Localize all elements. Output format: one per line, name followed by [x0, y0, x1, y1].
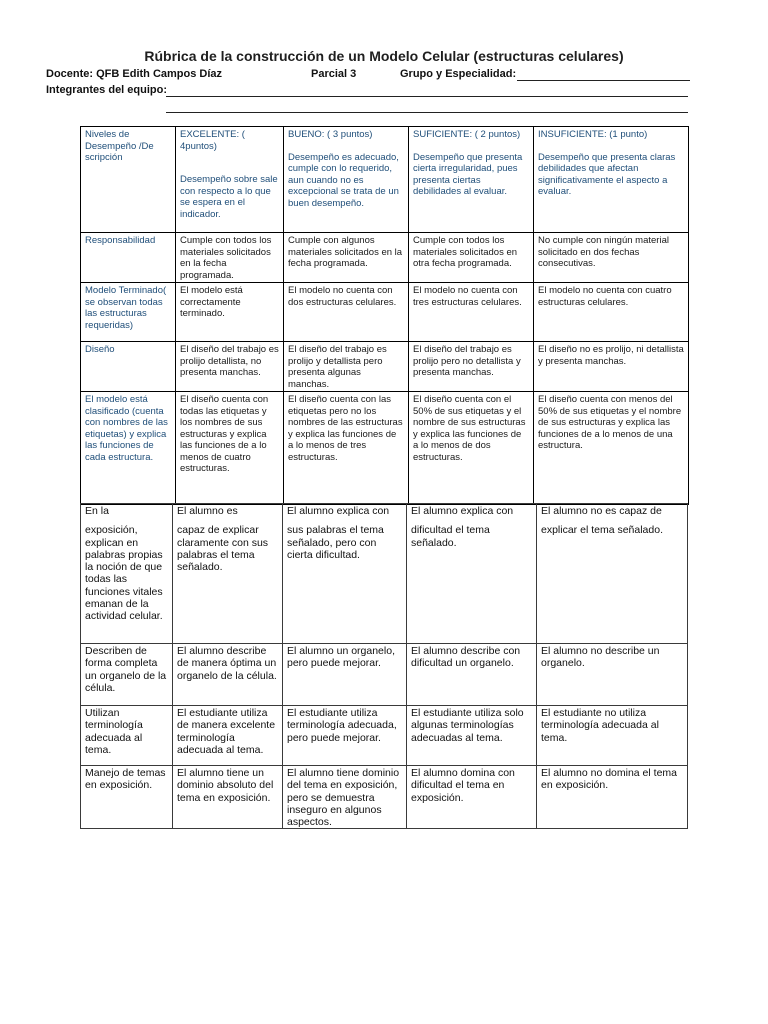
criterion-top-text: En la	[85, 505, 109, 517]
bueno-cell: El diseño del trabajo es prolijo y detallista pero presenta algunas manchas.	[284, 342, 409, 392]
grupo-field-line[interactable]	[517, 80, 690, 81]
integrantes-field-line-2[interactable]	[166, 112, 688, 113]
integrantes-label: Integrantes del equipo:	[46, 84, 168, 96]
suficiente-description: Desempeño que presenta cierta irregularidad, pues presenta ciertas debilidades al evaluar.	[413, 151, 523, 197]
suficiente-cell: El alumno domina con dificultad el tema en exposición.	[407, 766, 537, 829]
criterion-cell: Manejo de temas en exposición.	[81, 766, 173, 829]
excelente-cell: El modelo está correctamente terminado.	[176, 283, 284, 342]
insuficiente-header-cell	[534, 127, 689, 233]
bueno-top-text: El alumno explica con	[287, 505, 390, 517]
suficiente-title: SUFICIENTE: ( 2 puntos)	[413, 129, 521, 140]
insuficiente-title: INSUFICIENTE: (1 punto)	[538, 129, 648, 140]
header-line-1	[46, 68, 222, 80]
suficiente-cell: El diseño del trabajo es prolijo pero no detallista y presenta manchas.	[409, 342, 534, 392]
criterion-text: exposición, explican en palabras propias la noción de que todas las funciones vitales emanan de la actividad celular.	[85, 524, 163, 623]
excelente-cell: El alumno describe de manera óptima un organelo de la célula.	[173, 644, 283, 706]
insuficiente-text: explicar el tema señalado.	[541, 524, 663, 537]
suficiente-cell: El modelo no cuenta con tres estructuras celulares.	[409, 283, 534, 342]
bueno-header-cell	[284, 127, 409, 233]
suficiente-cell: El estudiante utiliza solo algunas terminologías adecuadas al tema.	[407, 706, 537, 766]
table-row	[81, 233, 689, 283]
bueno-text: sus palabras el tema señalado, pero con cierta dificultad.	[287, 524, 384, 561]
suficiente-text: dificultad el tema señalado.	[411, 524, 490, 549]
excelente-title: EXCELENTE: ( 4puntos)	[180, 129, 245, 152]
insuficiente-description: Desempeño que presenta claras debilidades que afectan significativamente el aspecto a evaluar.	[538, 151, 676, 197]
suficiente-cell	[407, 504, 537, 644]
table-row	[81, 706, 688, 766]
criterion-cell: Utilizan terminología adecuada al tema.	[81, 706, 173, 766]
insuficiente-cell: El alumno no describe un organelo.	[537, 644, 688, 706]
insuficiente-cell: El alumno no domina el tema en exposición.	[537, 766, 688, 829]
insuficiente-top-text: El alumno no es capaz de	[541, 505, 662, 517]
suficiente-top-text: El alumno explica con	[411, 505, 514, 517]
insuficiente-cell: El diseño cuenta con menos del 50% de sus etiquetas y el nombre de sus estructuras y explica las funciones de a lo menos de una estructura.	[534, 392, 689, 505]
bueno-cell: El alumno tiene dominio del tema en exposición, pero se demuestra inseguro en algunos aspectos.	[283, 766, 407, 829]
suficiente-header-cell	[409, 127, 534, 233]
criterion-cell	[81, 504, 173, 644]
criterion-cell: Modelo Terminado( se observan todas las estructuras requeridas)	[81, 283, 176, 342]
integrantes-field-line[interactable]	[166, 96, 688, 97]
document-title: Rúbrica de la construcción de un Modelo Celular (estructuras celulares)	[144, 48, 624, 64]
table-row	[81, 644, 688, 706]
excelente-top-text: El alumno es	[177, 505, 238, 517]
insuficiente-cell: El diseño no es prolijo, ni detallista y presenta manchas.	[534, 342, 689, 392]
criterion-cell: Diseño	[81, 342, 176, 392]
suficiente-cell: Cumple con todos los materiales solicitados en otra fecha programada.	[409, 233, 534, 283]
rubric-header-row	[81, 127, 689, 233]
criteria-header-cell: Niveles de Desempeño /De scripción	[81, 127, 176, 233]
insuficiente-cell: El estudiante no utiliza terminología adecuada al tema.	[537, 706, 688, 766]
excelente-cell: El diseño del trabajo es prolijo detallista, no presenta manchas.	[176, 342, 284, 392]
excelente-cell: El alumno tiene un dominio absoluto del tema en exposición.	[173, 766, 283, 829]
rubric-table-2	[80, 503, 688, 829]
criterion-cell: El modelo está clasificado (cuenta con nombres de las etiquetas) y explica las funciones de cada estructura.	[81, 392, 176, 505]
bueno-cell: El modelo no cuenta con dos estructuras celulares.	[284, 283, 409, 342]
suficiente-cell: El alumno describe con dificultad un organelo.	[407, 644, 537, 706]
insuficiente-cell	[537, 504, 688, 644]
criterion-cell: Describen de forma completa un organelo de la célula.	[81, 644, 173, 706]
excelente-cell: El diseño cuenta con todas las etiquetas y los nombres de sus estructuras y explica las funciones de a lo menos de cuatro estructuras.	[176, 392, 284, 505]
excelente-cell: Cumple con todos los materiales solicitados en la fecha programada.	[176, 233, 284, 283]
excelente-header-cell	[176, 127, 284, 233]
insuficiente-cell: El modelo no cuenta con cuatro estructuras celulares.	[534, 283, 689, 342]
bueno-cell	[283, 504, 407, 644]
rubric-table-1	[80, 126, 689, 505]
bueno-cell: El diseño cuenta con las etiquetas pero no los nombres de las estructuras y explica las funciones de a lo menos de tres estructuras.	[284, 392, 409, 505]
criterion-cell: Responsabilidad	[81, 233, 176, 283]
excelente-description: Desempeño sobre sale con respecto a lo que se espera en el indicador.	[180, 174, 278, 220]
table-row	[81, 504, 688, 644]
suficiente-cell: El diseño cuenta con el 50% de sus etiquetas y el nombre de sus estructuras y explica las funciones de a lo menos de dos estructuras.	[409, 392, 534, 505]
grupo-label: Grupo y Especialidad:	[400, 68, 517, 80]
insuficiente-cell: No cumple con ningún material solicitado en dos fechas consecutivas.	[534, 233, 689, 283]
bueno-cell: Cumple con algunos materiales solicitados en la fecha programada.	[284, 233, 409, 283]
excelente-cell	[173, 504, 283, 644]
docente-label: Docente: QFB Edith Campos Díaz	[46, 68, 223, 80]
excelente-text: capaz de explicar claramente con sus palabras el tema señalado.	[177, 524, 269, 574]
table-row	[81, 766, 688, 829]
excelente-cell: El estudiante utiliza de manera excelente terminología adecuada al tema.	[173, 706, 283, 766]
table-row	[81, 342, 689, 392]
parcial-label: Parcial 3	[311, 68, 357, 80]
bueno-cell: El estudiante utiliza terminología adecuada, pero puede mejorar.	[283, 706, 407, 766]
bueno-title: BUENO: ( 3 puntos)	[288, 129, 373, 140]
table-row	[81, 283, 689, 342]
table-row	[81, 392, 689, 505]
bueno-description: Desempeño es adecuado, cumple con lo requerido, aun cuando no es excepcional se trata de un buen desempeño.	[288, 151, 399, 209]
bueno-cell: El alumno un organelo, pero puede mejorar.	[283, 644, 407, 706]
